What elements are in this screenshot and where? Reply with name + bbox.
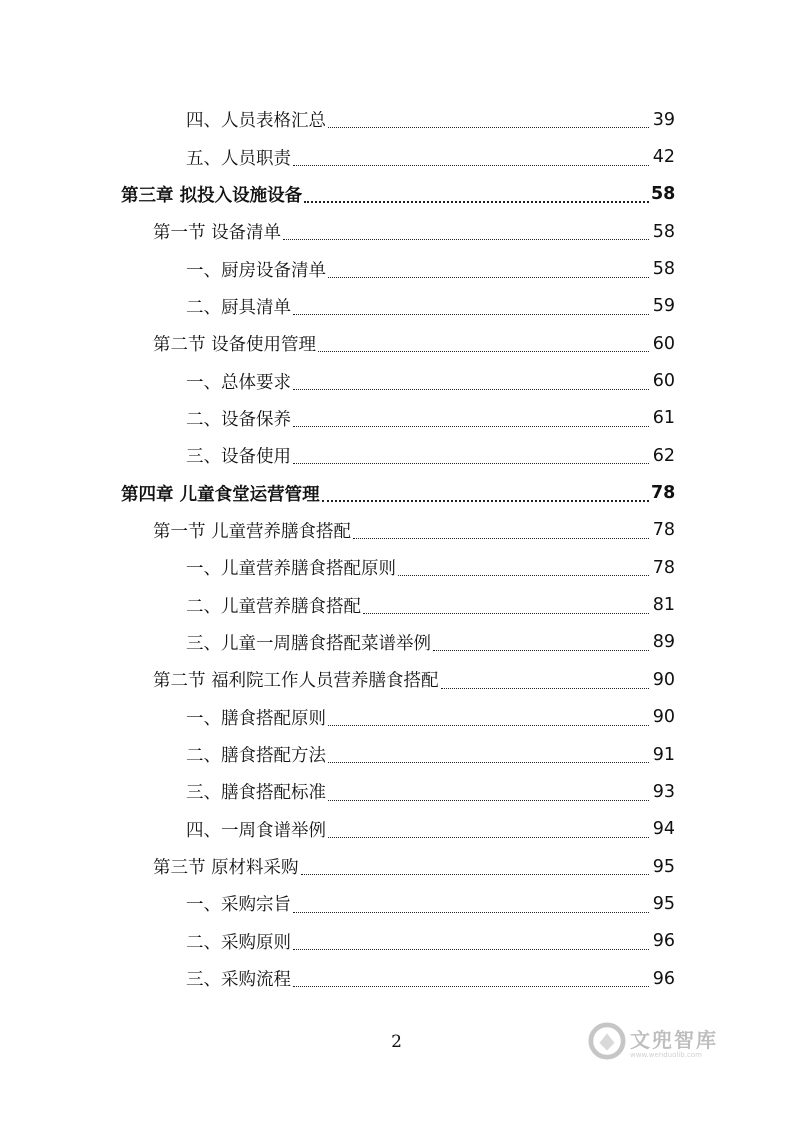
toc-entry-page: 78 xyxy=(652,557,675,578)
toc-item-row[interactable] xyxy=(0,288,793,325)
toc-item-row[interactable] xyxy=(0,811,793,848)
toc-leader-dots xyxy=(398,575,649,576)
toc-entry-label: 第一节 设备清单 xyxy=(153,219,283,244)
toc-entry-label: 三、设备使用 xyxy=(186,443,293,468)
toc-leader-dots xyxy=(363,613,649,614)
toc-entry-label: 五、人员职责 xyxy=(186,145,293,170)
toc-entry-page: 95 xyxy=(652,893,675,914)
toc-leader-dots xyxy=(353,538,649,539)
toc-leader-dots xyxy=(433,650,649,651)
toc-leader-dots xyxy=(328,837,649,838)
toc-leader-dots xyxy=(328,277,649,278)
toc-leader-dots xyxy=(318,351,649,352)
toc-leader-dots xyxy=(293,165,649,166)
toc-entry-page: 58 xyxy=(652,221,675,242)
toc-item-row[interactable] xyxy=(0,549,793,586)
toc-entry-page: 89 xyxy=(652,632,675,653)
toc-leader-dots xyxy=(283,239,649,240)
toc-entry-page: 60 xyxy=(652,333,675,354)
toc-item-row[interactable] xyxy=(0,101,793,138)
toc-entry-page: 78 xyxy=(652,520,675,541)
toc-item-row[interactable] xyxy=(0,250,793,287)
toc-entry-label: 第二节 福利院工作人员营养膳食搭配 xyxy=(153,667,441,692)
table-of-contents xyxy=(0,101,793,997)
toc-leader-dots xyxy=(328,127,649,128)
toc-entry-page: 90 xyxy=(652,669,675,690)
toc-entry-label: 一、儿童营养膳食搭配原则 xyxy=(186,555,398,580)
toc-entry-label: 一、膳食搭配原则 xyxy=(186,705,328,730)
toc-entry-page: 62 xyxy=(652,445,675,466)
toc-entry-label: 一、总体要求 xyxy=(186,369,293,394)
toc-entry-label: 二、设备保养 xyxy=(186,406,293,431)
toc-entry-label: 第三章 拟投入设施设备 xyxy=(121,182,304,207)
toc-entry-label: 二、儿童营养膳食搭配 xyxy=(186,593,363,618)
toc-entry-label: 第三节 原材料采购 xyxy=(153,854,301,879)
toc-entry-label: 四、人员表格汇总 xyxy=(186,107,328,132)
watermark xyxy=(588,1022,718,1060)
toc-item-row[interactable] xyxy=(0,437,793,474)
toc-entry-label: 二、采购原则 xyxy=(186,929,293,954)
toc-item-row[interactable] xyxy=(0,699,793,736)
toc-entry-label: 二、膳食搭配方法 xyxy=(186,742,328,767)
toc-entry-label: 三、膳食搭配标准 xyxy=(186,779,328,804)
toc-entry-page: 61 xyxy=(652,408,675,429)
page-number: 2 xyxy=(391,1032,402,1052)
toc-entry-label: 一、采购宗旨 xyxy=(186,891,293,916)
toc-item-row[interactable] xyxy=(0,624,793,661)
toc-entry-page: 60 xyxy=(652,371,675,392)
toc-leader-dots xyxy=(301,874,649,875)
toc-entry-label: 三、采购流程 xyxy=(186,966,293,991)
toc-entry-page: 59 xyxy=(652,296,675,317)
toc-leader-dots xyxy=(328,800,649,801)
toc-entry-label: 二、厨具清单 xyxy=(186,294,293,319)
toc-leader-dots xyxy=(322,500,649,502)
toc-item-row[interactable] xyxy=(0,885,793,922)
watermark-title: 文兜智库 xyxy=(630,1027,718,1052)
toc-entry-page: 96 xyxy=(652,968,675,989)
toc-leader-dots xyxy=(293,949,649,950)
toc-section-row[interactable] xyxy=(0,848,793,885)
toc-leader-dots xyxy=(293,986,649,987)
toc-leader-dots xyxy=(293,912,649,913)
toc-entry-label: 一、厨房设备清单 xyxy=(186,257,328,282)
toc-item-row[interactable] xyxy=(0,400,793,437)
toc-section-row[interactable] xyxy=(0,661,793,698)
toc-leader-dots xyxy=(293,389,649,390)
toc-entry-page: 81 xyxy=(652,595,675,616)
toc-entry-page: 95 xyxy=(652,856,675,877)
toc-item-row[interactable] xyxy=(0,138,793,175)
toc-entry-page: 96 xyxy=(652,931,675,952)
toc-item-row[interactable] xyxy=(0,960,793,997)
toc-item-row[interactable] xyxy=(0,586,793,623)
toc-leader-dots xyxy=(441,688,649,689)
toc-leader-dots xyxy=(304,201,649,203)
toc-entry-page: 39 xyxy=(652,109,675,130)
watermark-logo-icon xyxy=(588,1022,626,1060)
toc-entry-page: 58 xyxy=(652,259,675,280)
toc-leader-dots xyxy=(328,725,649,726)
toc-leader-dots xyxy=(293,426,649,427)
toc-entry-page: 94 xyxy=(652,819,675,840)
toc-section-row[interactable] xyxy=(0,213,793,250)
toc-leader-dots xyxy=(293,314,649,315)
toc-entry-page: 90 xyxy=(652,707,675,728)
toc-item-row[interactable] xyxy=(0,773,793,810)
watermark-url: www.wenduolib.com xyxy=(630,1050,702,1059)
toc-entry-page: 91 xyxy=(652,744,675,765)
toc-entry-page: 42 xyxy=(652,147,675,168)
toc-entry-label: 三、儿童一周膳食搭配菜谱举例 xyxy=(186,630,433,655)
toc-section-row[interactable] xyxy=(0,325,793,362)
toc-leader-dots xyxy=(328,762,649,763)
toc-item-row[interactable] xyxy=(0,736,793,773)
toc-item-row[interactable] xyxy=(0,362,793,399)
toc-entry-label: 第二节 设备使用管理 xyxy=(153,331,318,356)
toc-entry-label: 第一节 儿童营养膳食搭配 xyxy=(153,518,353,543)
toc-entry-page: 58 xyxy=(651,184,676,205)
toc-leader-dots xyxy=(293,463,649,464)
toc-entry-page: 78 xyxy=(651,483,676,504)
toc-chapter-row[interactable] xyxy=(0,176,793,213)
toc-item-row[interactable] xyxy=(0,923,793,960)
toc-entry-label: 第四章 儿童食堂运营管理 xyxy=(121,481,322,506)
toc-entry-label: 四、一周食谱举例 xyxy=(186,817,328,842)
toc-chapter-row[interactable] xyxy=(0,474,793,511)
toc-entry-page: 93 xyxy=(652,781,675,802)
toc-section-row[interactable] xyxy=(0,512,793,549)
